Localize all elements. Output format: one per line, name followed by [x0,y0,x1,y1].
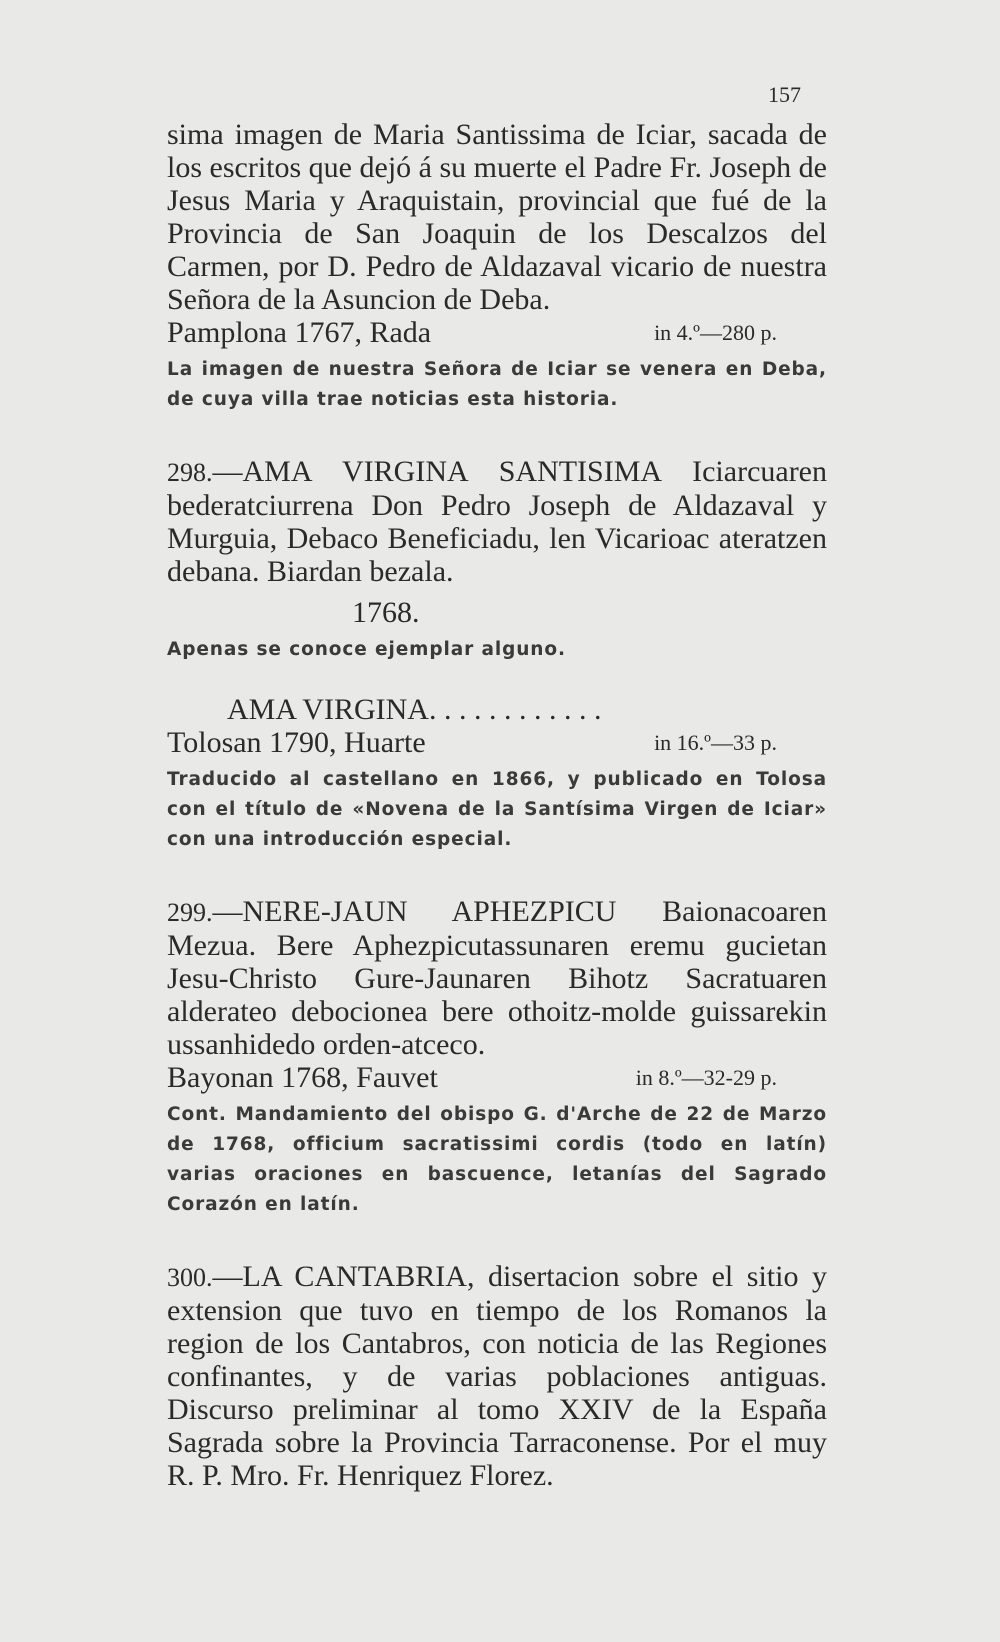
imprint-place: Pamplona 1767, Rada [167,316,432,349]
entry-number: 299. [167,898,213,927]
imprint-line [167,726,827,759]
entry-text [167,895,827,1061]
imprint-format: in 8.º—32-29 p. [635,1065,777,1090]
entry-text [167,455,827,588]
entry-body: —LA CANTABRIA, disertacion sobre el sitio y extension que tuvo en tiempo de los Romanos la region de los Cantabros, con noticia de las Regiones confinantes, y de varias poblaciones antiguas. Discurso preliminar al tomo XXIV de la España Sagrada sobre la Provincia Tarraconense. Por el muy R. P. Mro. Fr. Henriquez Florez. [167,1260,827,1492]
entry-note: Apenas se conoce ejemplar alguno. [167,639,566,660]
entry-text [167,1260,827,1492]
page-number: 157 [768,82,801,107]
imprint-line [167,1061,827,1094]
entry-number: 300. [167,1263,213,1292]
entry-number: 298. [167,458,213,487]
entry-298 [167,455,827,855]
entry-300 [167,1260,827,1492]
imprint-place: Tolosan 1790, Huarte [167,726,426,759]
entry-body: —NERE-JAUN APHEZPICU Baionacoaren Mezua. Bere Aphezpicutassunaren eremu gucietan Jesu-Christo Gure-Jaunaren Bihotz Sacratuaren alderateo debocionea bere othoitz-molde guissarekin ussanhidedo orden-atceco. [167,895,827,1061]
imprint-place: Bayonan 1768, Fauvet [167,1061,438,1094]
entry-note: Traducido al castellano en 1866, y publicado en Tolosa con el título de «Novena de la Santísima Virgen de Iciar» con una introducción especial. [167,769,827,850]
entry-text: sima imagen de Maria Santissima de Iciar, sacada de los escritos que dejó á su muerte el Padre Fr. Joseph de Jesus Maria y Araquistain, provincial que fué de la Provincia de San Joaquin de los Descalzos del Carmen, por D. Pedro de Aldazaval vicario de nuestra Señora de la Asuncion de Deba. [167,118,827,316]
entry-299 [167,895,827,1220]
imprint-format: in 4.º—280 p. [654,320,777,345]
entry-year: 1768. [352,596,420,629]
entry-note: Cont. Mandamiento del obispo G. d'Arche de 22 de Marzo de 1768, officium sacratissimi cordis (todo en latín) varias oraciones en bascuence, letanías del Sagrado Corazón en latín. [167,1104,827,1215]
entry-note: La imagen de nuestra Señora de Iciar se venera en Deba, de cuya villa trae noticias esta historia. [167,359,827,410]
page-content [167,118,827,1492]
imprint-line [167,316,827,349]
sub-entry-title: AMA VIRGINA. . . . . . . . . . . . [227,693,602,726]
entry-body: —AMA VIRGINA SANTISIMA Iciarcuaren bederatciurrena Don Pedro Joseph de Aldazaval y Murguia, Debaco Beneficiadu, len Vicarioac ateratzen debana. Biardan bezala. [167,455,827,588]
entry-intro [167,118,827,415]
imprint-format: in 16.º—33 p. [654,730,777,755]
